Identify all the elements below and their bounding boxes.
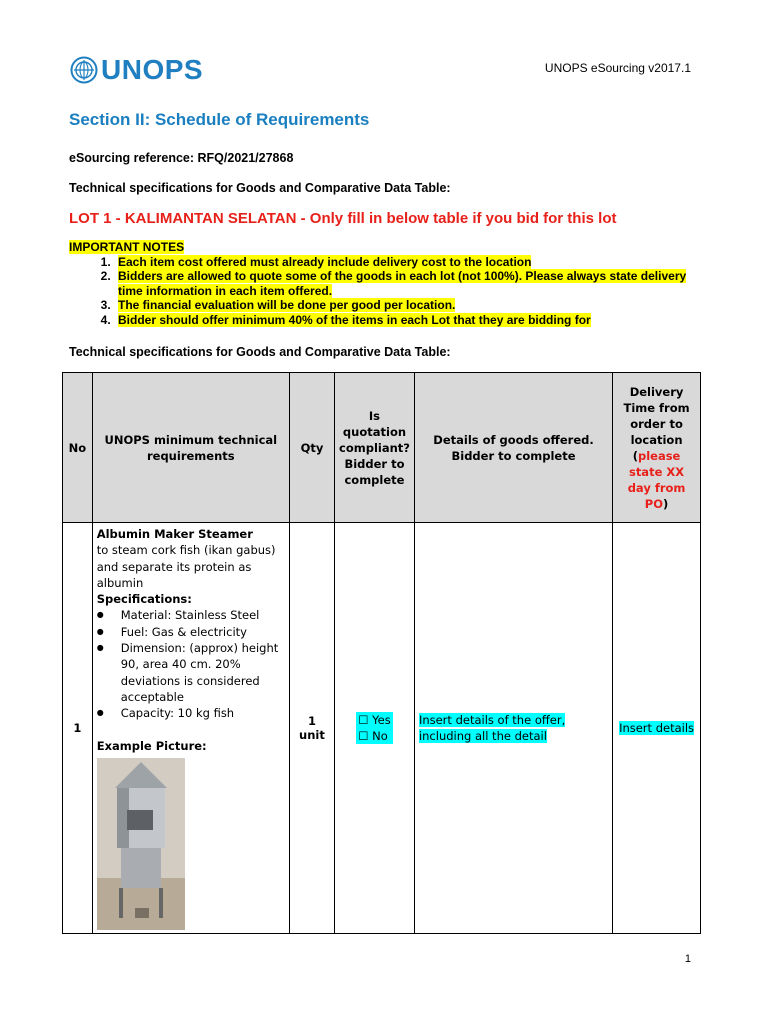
item-requirements xyxy=(92,523,289,934)
requirements-table xyxy=(62,372,701,934)
note-item: 2. Bidders are allowed to quote some of the goods in each lot (not 100%). Please always state delivery time information in each item offered. xyxy=(114,269,689,298)
spec-item: ● Capacity: 10 kg fish xyxy=(121,705,285,721)
header-delivery-text: Delivery Time from order to location xyxy=(623,384,690,447)
header-details: Details of goods offered. Bidder to complete xyxy=(414,373,612,523)
example-picture xyxy=(97,758,185,930)
picture-label: Example Picture: xyxy=(96,738,207,753)
note-item: 3. The financial evaluation will be done per good per location. xyxy=(114,298,689,313)
compliance-options xyxy=(335,523,415,934)
important-notes xyxy=(69,240,689,327)
header-compliant: Is quotation compliant? Bidder to complete xyxy=(335,373,415,523)
header-qty: Qty xyxy=(289,373,334,523)
notes-list xyxy=(69,255,689,328)
option-no-label: No xyxy=(372,728,388,743)
option-yes-label: Yes xyxy=(372,712,391,727)
unops-logo xyxy=(70,56,203,84)
header-no: No xyxy=(63,373,93,523)
note-item: 1. Each item cost offered must already include delivery cost to the location xyxy=(114,255,689,270)
header-delivery-note: please state XX day from PO xyxy=(627,448,686,511)
un-emblem-icon xyxy=(70,56,98,84)
header-delivery-close: ) xyxy=(663,496,669,511)
option-no[interactable] xyxy=(358,728,391,744)
spec-list xyxy=(97,607,285,721)
steamer-image xyxy=(97,758,185,930)
tech-spec-heading-2: Technical specifications for Goods and Comparative Data Table: xyxy=(69,345,451,359)
header-delivery xyxy=(613,373,701,523)
item-qty: 1 unit xyxy=(289,523,334,934)
delivery-placeholder[interactable]: Insert details xyxy=(619,720,695,735)
notes-title: IMPORTANT NOTES xyxy=(69,240,185,254)
header-requirements: UNOPS minimum technical requirements xyxy=(92,373,289,523)
note-item: 4. Bidder should offer minimum 40% of the items in each Lot that they are bidding for xyxy=(114,313,689,328)
table-row xyxy=(63,523,701,934)
item-description: to steam cork fish (ikan gabus) and separate its protein as albumin xyxy=(96,543,276,590)
checkbox-icon[interactable]: ☐ xyxy=(358,728,369,743)
logo-wordmark: UNOPS xyxy=(101,54,204,85)
esourcing-reference: eSourcing reference: RFQ/2021/27868 xyxy=(69,151,294,165)
tech-spec-heading: Technical specifications for Goods and Comparative Data Table: xyxy=(69,181,451,195)
details-placeholder[interactable]: Insert details of the offer, including all the detail xyxy=(418,712,566,743)
row-number: 1 xyxy=(63,523,93,934)
spec-label: Specifications: xyxy=(96,592,192,607)
option-yes[interactable] xyxy=(358,712,391,728)
lot-title: LOT 1 - KALIMANTAN SELATAN - Only fill in below table if you bid for this lot xyxy=(69,210,617,227)
details-cell[interactable] xyxy=(414,523,612,934)
version-label: UNOPS eSourcing v2017.1 xyxy=(544,61,691,75)
table-header-row xyxy=(63,373,701,523)
spec-item: ● Fuel: Gas & electricity xyxy=(121,624,285,640)
delivery-cell[interactable] xyxy=(613,523,701,934)
item-name: Albumin Maker Steamer xyxy=(96,527,253,541)
spec-item: ● Dimension: (approx) height 90, area 40 cm. 20% deviations is considered acceptable xyxy=(121,640,285,705)
page-number: 1 xyxy=(684,953,691,965)
spec-item: ● Material: Stainless Steel xyxy=(121,607,285,623)
header-delivery-open: ( xyxy=(632,448,638,463)
checkbox-icon[interactable]: ☐ xyxy=(358,712,369,727)
section-title: Section II: Schedule of Requirements xyxy=(69,110,370,129)
